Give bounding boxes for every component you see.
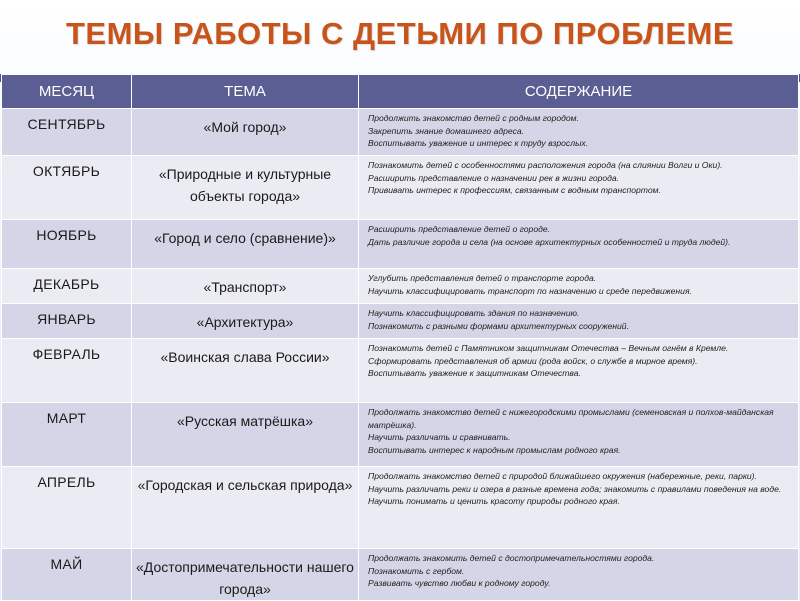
header-content: СОДЕРЖАНИЕ [359, 75, 799, 109]
content-line: Прививать интерес к профессиям, связанным с водным транспортом. [368, 185, 661, 195]
month-cell: МАЙ [2, 549, 132, 601]
header-topic: ТЕМА [132, 75, 359, 109]
content-line: Познакомить с разными формами архитектурных сооружений. [368, 320, 629, 331]
content-cell [359, 156, 799, 220]
table-row [2, 269, 799, 304]
table-row [2, 109, 799, 156]
table-row [2, 156, 799, 220]
table-header-row [2, 75, 799, 109]
content-line: Научить различать и сравнивать. [368, 432, 511, 442]
topic-cell: «Архитектура» [132, 304, 359, 339]
content-line: Углубить представления детей о транспорте города. [368, 273, 597, 283]
topic-cell: «Природные и культурные объекты города» [132, 156, 359, 220]
topic-cell: «Городская и сельская природа» [132, 467, 359, 549]
content-line: Познакомить детей с особенностями расположения города (на слиянии Волги и Оки). [368, 160, 723, 170]
month-cell: СЕНТЯБРЬ [2, 109, 132, 156]
table-row [2, 220, 799, 269]
content-cell [359, 220, 799, 269]
month-cell: ОКТЯБРЬ [2, 156, 132, 220]
content-line: Продолжать знакомство детей с природой ближайшего окружения (набережные, реки, парки). [368, 471, 757, 481]
topic-cell: «Транспорт» [132, 269, 359, 304]
content-cell [359, 467, 799, 549]
content-cell [359, 549, 799, 601]
content-line: Развивать чувство любви к родному городу. [368, 578, 551, 588]
content-cell [359, 339, 799, 403]
topics-table [1, 74, 799, 601]
topic-cell: «Воинская слава России» [132, 339, 359, 403]
content-line: Сформировать представления об армии (рода войск, о службе в мирное время). [368, 355, 698, 366]
month-cell: НОЯБРЬ [2, 220, 132, 269]
table-row [2, 339, 799, 403]
content-line: Научить различать реки и озера в разные времена года; знакомить с правилами поведения на воде. [368, 483, 782, 494]
content-line: Научить классифицировать транспорт по назначению и среде передвижения. [368, 285, 692, 296]
content-line: Познакомить детей с Памятником защитникам Отечества – Вечным огнём в Кремле. [368, 343, 729, 353]
header-month: МЕСЯЦ [2, 75, 132, 109]
table-row [2, 549, 799, 601]
content-line: Продолжать знакомить детей с достопримечательностями города. [368, 553, 655, 563]
content-line: Расширить представление детей о городе. [368, 224, 551, 234]
month-cell: ДЕКАБРЬ [2, 269, 132, 304]
slide-title: ТЕМЫ РАБОТЫ С ДЕТЬМИ ПО ПРОБЛЕМЕ [65, 16, 735, 51]
content-cell [359, 109, 799, 156]
content-line: Научить понимать и ценить красоту природы родного края. [368, 496, 620, 506]
table-row [2, 467, 799, 549]
month-cell: АПРЕЛЬ [2, 467, 132, 549]
content-line: Продолжать знакомство детей с нижегородскими промыслами (семеновская и полхов-майданская матрёшка). [368, 407, 774, 430]
table-row [2, 304, 799, 339]
topic-cell: «Достопримечательности нашего города» [132, 549, 359, 601]
content-line: Воспитывать уважение и интерес к труду взрослых. [368, 138, 589, 148]
month-cell: ЯНВАРЬ [2, 304, 132, 339]
content-line: Закрепить знание домашнего адреса. [368, 125, 525, 136]
month-cell: ФЕВРАЛЬ [2, 339, 132, 403]
content-line: Познакомить с гербом. [368, 565, 465, 576]
topic-cell: «Город и село (сравнение)» [132, 220, 359, 269]
month-cell: МАРТ [2, 403, 132, 467]
content-line: Воспитывать уважение к защитникам Отечества. [368, 368, 581, 378]
content-cell [359, 403, 799, 467]
content-line: Научить классифицировать здания по назначению. [368, 308, 580, 318]
content-line: Расширить представление о назначении рек в жизни города. [368, 172, 620, 183]
content-line: Воспитывать интерес к народным промыслам родного края. [368, 444, 621, 455]
content-line: Продолжить знакомство детей с родным городом. [368, 113, 579, 123]
topic-cell: «Мой город» [132, 109, 359, 156]
topic-cell: «Русская матрёшка» [132, 403, 359, 467]
table-row [2, 403, 799, 467]
content-cell [359, 269, 799, 304]
content-line: Дать различие города и села (на основе архитектурных особенностей и труда людей). [368, 236, 731, 247]
content-cell [359, 304, 799, 339]
